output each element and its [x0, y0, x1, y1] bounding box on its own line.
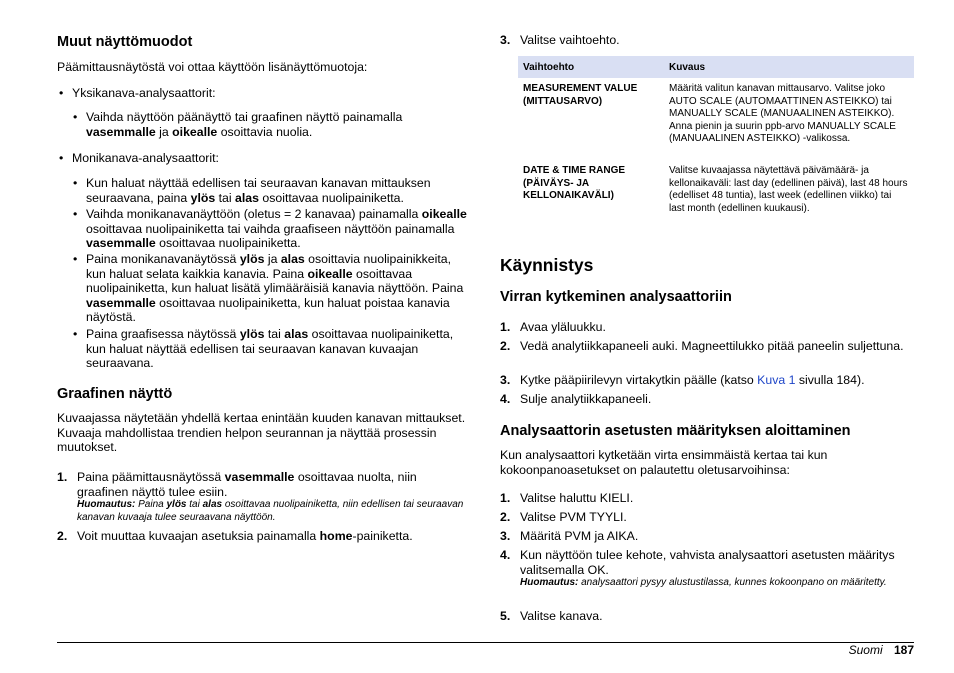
- asetus-step-4: 4. Kun näyttöön tulee kehote, vahvista analysaattori asetusten määritys valitsemalla OK. Huomautus: analysaattori pysyy alustustilassa, kunnes kokoonpano on määritetty.: [520, 548, 915, 590]
- graafinen-paragraph: Kuvaajassa näytetään yhdellä kertaa enintään kuuden kanavan mittaukset. Kuvaaja mahdollistaa trendien helpon seurannan ja näyttää prosessin muutokset.: [57, 411, 466, 454]
- step-3-select-option: 3. Valitse vaihtoehto.: [500, 33, 620, 47]
- asetus-step-4-note: Huomautus: analysaattori pysyy alustustilassa, kunnes kokoonpano on määritetty.: [520, 577, 887, 588]
- table-cell-description: Määritä valitun kanavan mittausarvo. Valitse joko AUTO SCALE (AUTOMAATTINEN ASTEIKKO) tai MANUALLY SCALE (MANUAALINEN ASTEIKKO). Anna pienin ja suurin ppb-arvo MANUALLY SCALE (MANUAALINEN ASTEIKKO) -valikossa.: [669, 83, 896, 145]
- table-row: [518, 78, 914, 163]
- intro-paragraph: Päämittausnäytöstä voi ottaa käyttöön lisänäyttömuotoja:: [57, 60, 368, 74]
- asetus-paragraph: Kun analysaattori kytketään virta ensimmäistä kertaa tai kun kokoonpanoasetukset on palautettu oletusarvoihinsa:: [500, 448, 828, 477]
- table-cell-option: MEASUREMENT VALUE (MITTAUSARVO): [523, 83, 638, 107]
- table-header-description: Kuvaus: [664, 56, 914, 78]
- figure-link[interactable]: Kuva 1: [757, 373, 796, 387]
- virran-step-4: 4. Sulje analytiikkapaneeli.: [500, 392, 652, 406]
- footer-divider: [57, 642, 914, 643]
- graafinen-step-1-note: Huomautus: Paina ylös tai alas osoittavaa nuolipainiketta, niin edellisen tai seuraavan kanavan kuvaaja tulee seuraavana näyttöön.: [77, 499, 464, 523]
- bullet-multi-channel: • Monikanava-analysaattorit:: [72, 151, 472, 166]
- heading-kaynnistys: Käynnistys: [500, 255, 594, 275]
- asetus-step-2: 2. Valitse PVM TYYLI.: [500, 510, 627, 524]
- virran-step-2: 2. Vedä analytiikkapaneeli auki. Magneettilukko pitää paneelin suljettuna.: [500, 339, 904, 353]
- bullet-multi-sub-4: • Paina graafisessa näytössä ylös tai alas osoittavaa nuolipainiketta, kun haluat näyttää edellisen tai seuraavan kanavan kuvaajan seuraavana.: [86, 327, 472, 371]
- bullet-multi-sub-2: • Vaihda monikanavanäyttöön (oletus = 2 kanavaa) painamalla oikealle osoittavaa nuolipainiketta tai vaihda graafiseen näyttöön painamalla vasemmalle osoittavaa nuolipainiketta.: [86, 207, 472, 251]
- table-row: [518, 163, 914, 215]
- table-header-option: Vaihtoehto: [518, 56, 664, 78]
- virran-step-3: 3. Kytke pääpiirilevyn virtakytkin päälle (katso Kuva 1 sivulla 184).: [500, 373, 865, 387]
- footer: [849, 643, 914, 657]
- virran-step-1: 1. Avaa yläluukku.: [500, 320, 606, 334]
- bullet-single-channel: • Yksikanava-analysaattorit:: [72, 86, 472, 101]
- options-table-header: [518, 56, 914, 78]
- footer-language: Suomi: [848, 643, 883, 657]
- bullet-multi-sub-3: • Paina monikanavanäytössä ylös ja alas osoittavia nuolipainikkeita, kun haluat selata kaikkia kanavia. Paina oikealle osoittavaa nuolipainiketta, kun haluat lisätä ylimääräisiä kanavia näyttöön. Paina vasemmalle osoittavaa nuolipainiketta, kun haluat poistaa kanavia näytöstä.: [86, 252, 472, 325]
- heading-graafinen-naytto: Graafinen näyttö: [57, 386, 173, 402]
- asetus-step-5: 5. Valitse kanava.: [500, 609, 603, 623]
- table-cell-description: Valitse kuvaajassa näytettävä päivämäärä- ja kellonaikaväli: last day (edellinen päivä), last 48 hours (edelliset 48 tuntia), last week (edellinen viikko) tai last month (edellinen kuukausi).: [669, 165, 908, 214]
- options-table: [518, 56, 914, 215]
- asetus-step-3: 3. Määritä PVM ja AIKA.: [500, 529, 639, 543]
- asetus-step-1: 1. Valitse haluttu KIELI.: [500, 491, 634, 505]
- bullet-single-sub-1: • Vaihda näyttöön päänäyttö tai graafinen näyttö painamalla vasemmalle ja oikealle osoittavia nuolia.: [86, 110, 472, 139]
- graafinen-step-1: 1. Paina päämittausnäytössä vasemmalle osoittavaa nuolta, niin graafinen näyttö tulee esiin. Huomautus: Paina ylös tai alas osoittavaa nuolipainiketta, niin edellisen tai seuraavan kanavan kuvaaja tulee seuraavana näyttöön.: [77, 470, 467, 524]
- table-cell-option: DATE & TIME RANGE (PÄIVÄYS- JA KELLONAIKAVÄLI): [523, 165, 626, 202]
- heading-asetusten-maaritys: Analysaattorin asetusten määrityksen aloittaminen: [500, 423, 851, 439]
- heading-virran-kytkeminen: Virran kytkeminen analysaattoriin: [500, 289, 732, 305]
- bullet-multi-sub-1: • Kun haluat näyttää edellisen tai seuraavan kanavan mittauksen seuraavana, paina ylös tai alas osoittavaa nuolipainiketta.: [86, 176, 472, 205]
- graafinen-step-2: 2. Voit muuttaa kuvaajan asetuksia painamalla home-painiketta.: [57, 529, 413, 543]
- heading-muut-nayttomuodot: Muut näyttömuodot: [57, 34, 193, 50]
- page-number: 187: [893, 643, 914, 657]
